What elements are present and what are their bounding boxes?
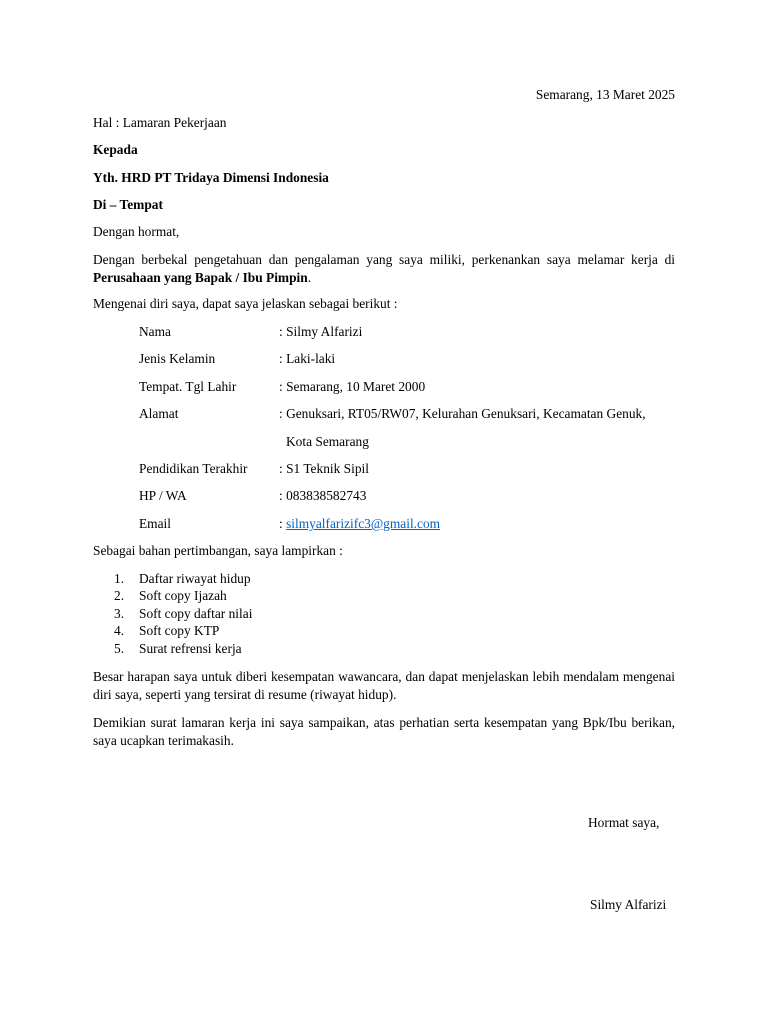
address-value-line-2: Kota Semarang xyxy=(286,434,369,449)
attachment-item: Soft copy KTP xyxy=(139,623,220,638)
intro-text: Dengan berbekal pengetahuan dan pengalaman yang saya miliki, perkenankan saya melamar kerja di xyxy=(93,252,675,267)
birth-label: Tempat. Tgl Lahir xyxy=(139,379,237,394)
attachment-item: Surat refrensi kerja xyxy=(139,641,242,656)
attachment-item: Daftar riwayat hidup xyxy=(139,571,251,586)
self-intro: Mengenai diri saya, dapat saya jelaskan sebagai berikut : xyxy=(93,296,398,311)
phone-label: HP / WA xyxy=(139,488,187,503)
email-row xyxy=(279,515,440,533)
intro-bold-text: Perusahaan yang Bapak / Ibu Pimpin xyxy=(93,270,308,285)
attachment-number: 3. xyxy=(114,606,125,621)
intro-end: . xyxy=(307,270,312,285)
email-label: Email xyxy=(139,516,171,531)
recipient-line-2: Yth. HRD PT Tridaya Dimensi Indonesia xyxy=(93,170,329,185)
name-value: : Silmy Alfarizi xyxy=(279,324,363,339)
recipient-line-1: Kepada xyxy=(93,142,138,157)
email-colon: : xyxy=(279,516,287,531)
attachment-item: Soft copy Ijazah xyxy=(139,588,227,603)
attachment-number: 2. xyxy=(114,588,125,603)
attachments-intro: Sebagai bahan pertimbangan, saya lampirkan : xyxy=(93,543,343,558)
phone-value: : 083838582743 xyxy=(279,488,367,503)
recipient-line-3: Di – Tempat xyxy=(93,197,163,212)
hope-paragraph: Besar harapan saya untuk diberi kesempatan wawancara, dan dapat menjelaskan lebih mendalam mengenai diri saya, seperti yang tersirat di resume (riwayat hidup). xyxy=(93,669,675,702)
address-value-line-1: : Genuksari, RT05/RW07, Kelurahan Genuksari, Kecamatan Genuk, xyxy=(279,406,646,421)
signature-name: Silmy Alfarizi xyxy=(590,897,667,912)
gender-label: Jenis Kelamin xyxy=(139,351,216,366)
sign-off: Hormat saya, xyxy=(588,815,660,830)
email-link[interactable]: silmyalfarizifc3@gmail.com xyxy=(286,516,441,531)
address-label: Alamat xyxy=(139,406,179,421)
gender-value: : Laki-laki xyxy=(279,351,336,366)
attachment-item: Soft copy daftar nilai xyxy=(139,606,253,621)
subject-line: Hal : Lamaran Pekerjaan xyxy=(93,115,227,130)
attachment-number: 4. xyxy=(114,623,125,638)
education-value: : S1 Teknik Sipil xyxy=(279,461,369,476)
birth-value: : Semarang, 10 Maret 2000 xyxy=(279,379,426,394)
name-label: Nama xyxy=(139,324,171,339)
closing-paragraph: Demikian surat lamaran kerja ini saya sampaikan, atas perhatian serta kesempatan yang Bpk/Ibu berikan, saya ucapkan terimakasih. xyxy=(93,715,675,748)
intro-paragraph xyxy=(93,251,675,287)
place-date: Semarang, 13 Maret 2025 xyxy=(535,87,675,102)
education-label: Pendidikan Terakhir xyxy=(139,461,248,476)
attachment-number: 1. xyxy=(114,571,125,586)
greeting: Dengan hormat, xyxy=(93,224,180,239)
attachment-number: 5. xyxy=(114,641,125,656)
